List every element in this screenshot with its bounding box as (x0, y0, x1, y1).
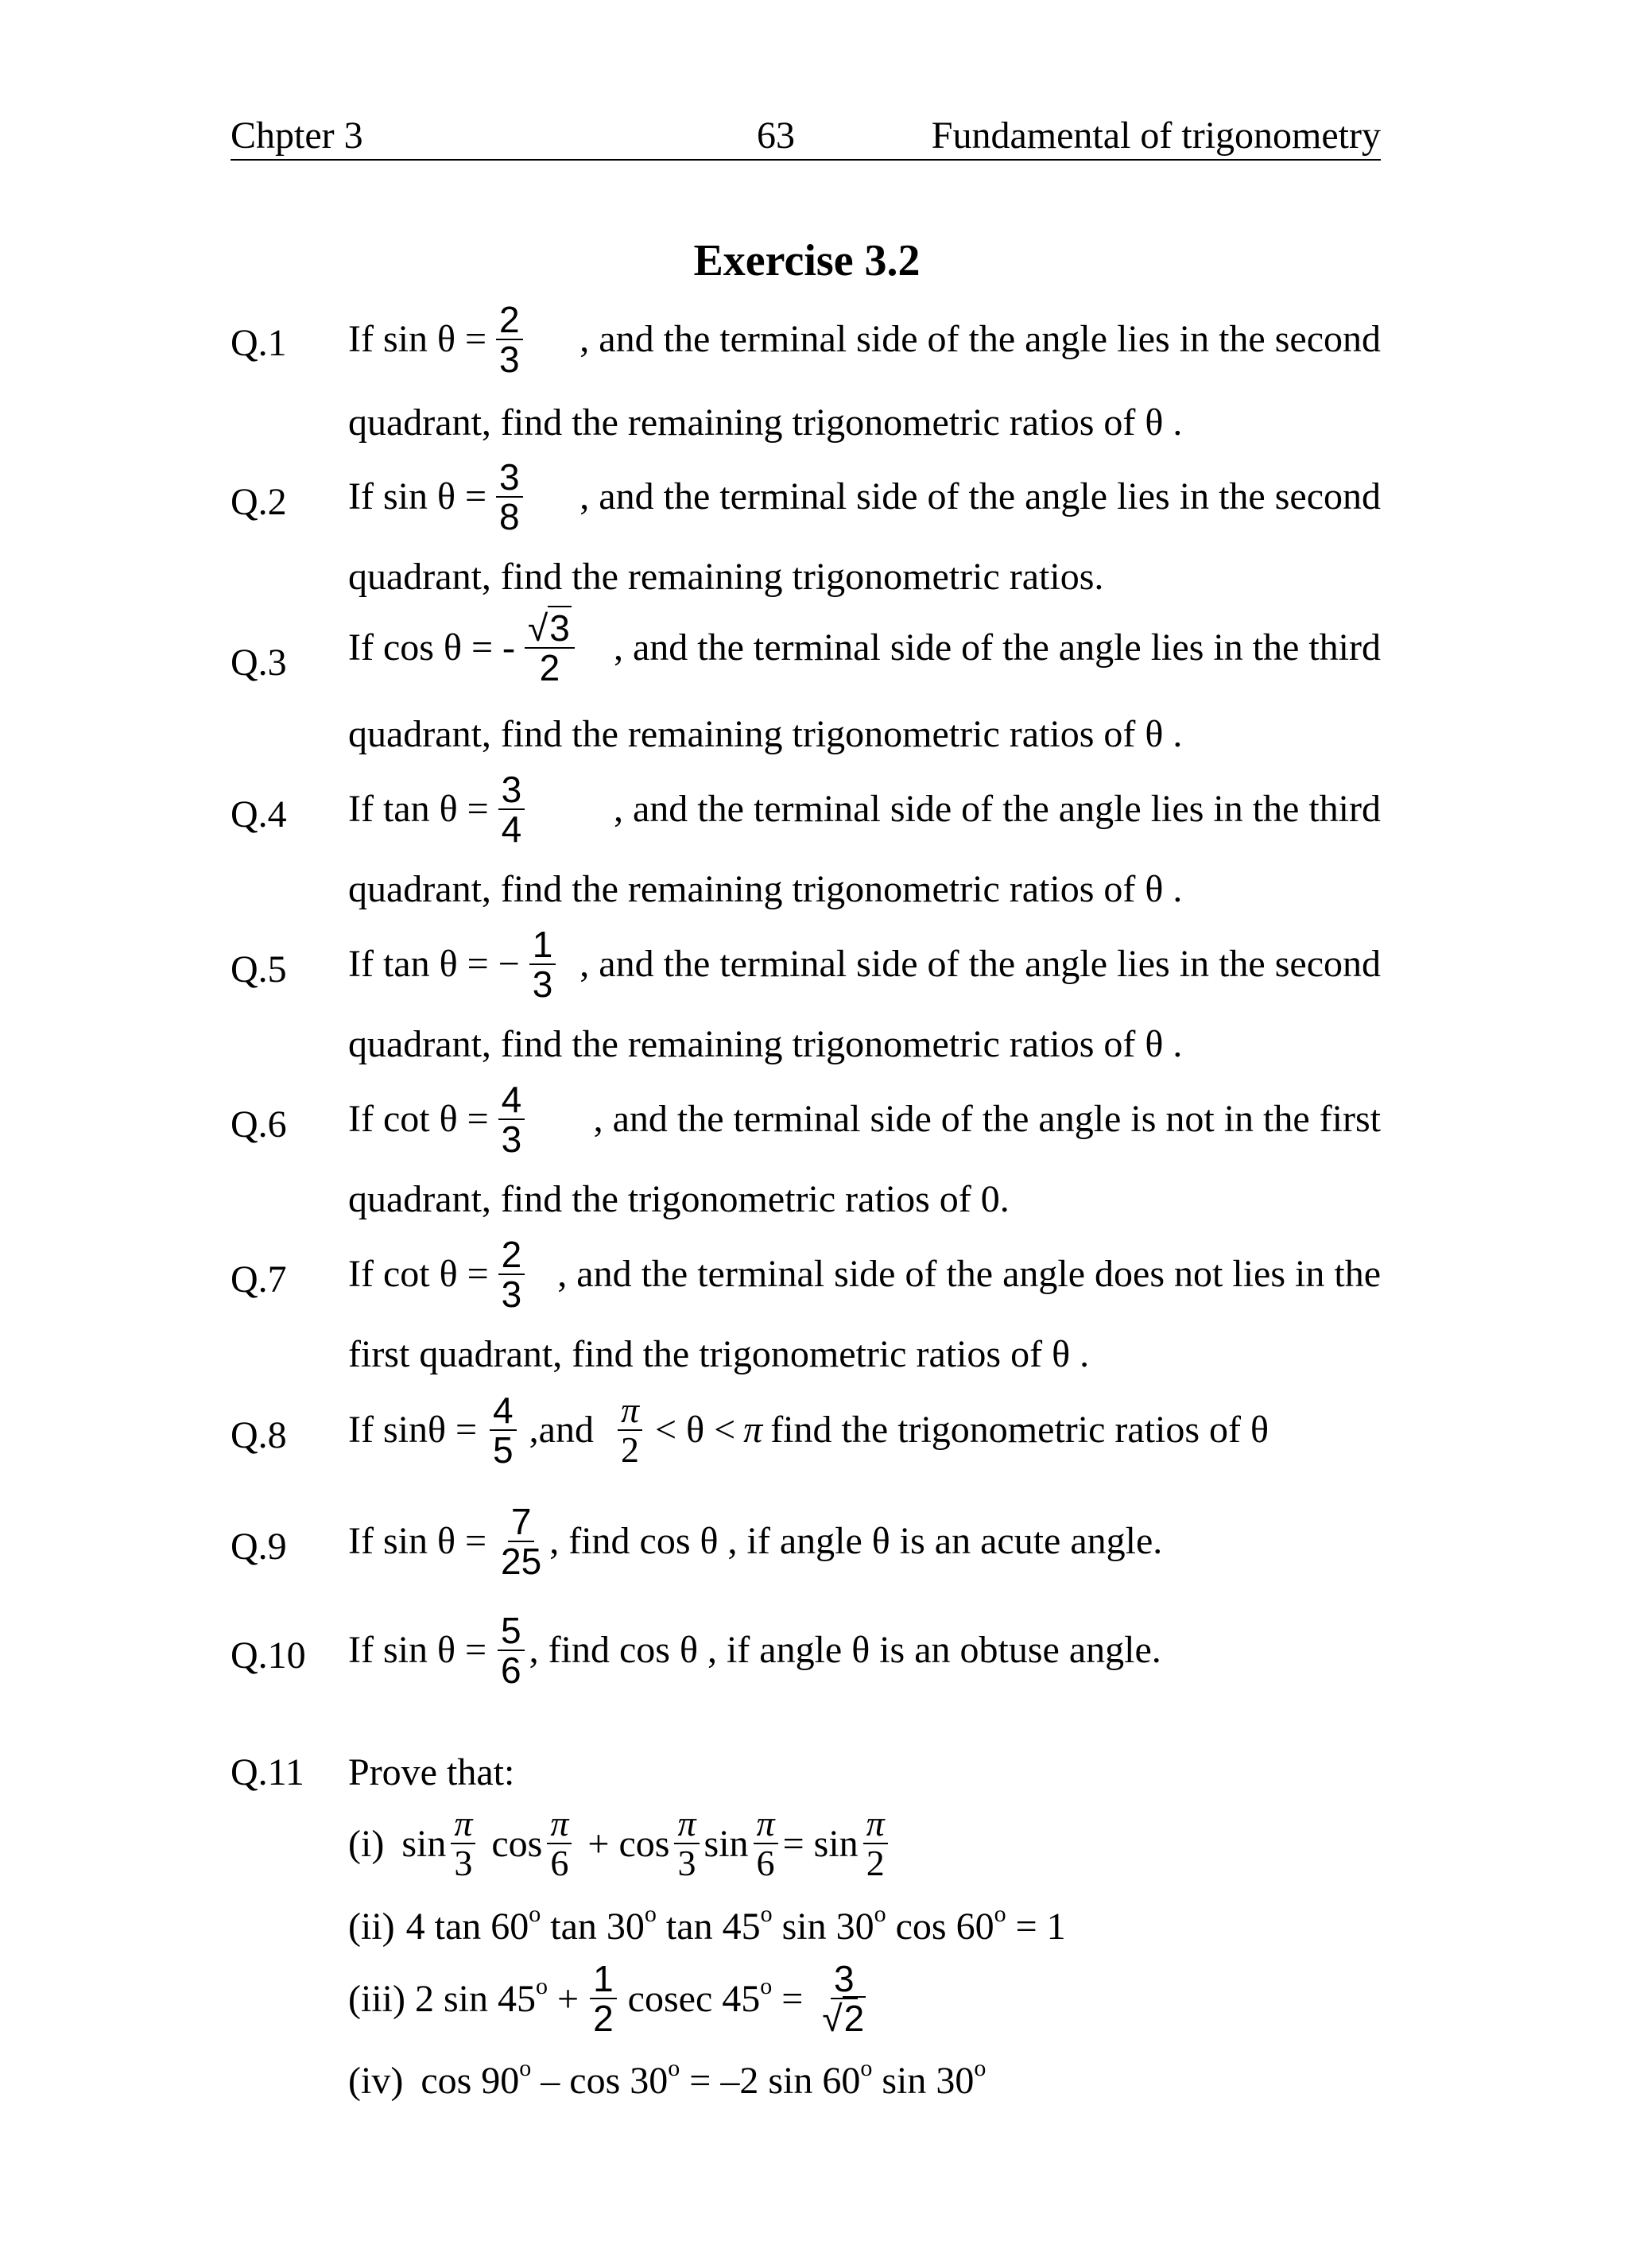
fraction (496, 300, 523, 379)
pi-fraction (618, 1391, 642, 1470)
fraction (490, 1391, 517, 1470)
question-continuation: quadrant, find the remaining trigonometric ratios of θ . (348, 713, 1183, 755)
fraction (498, 1080, 525, 1159)
question-number: Q.2 (231, 481, 287, 523)
question-number: Q.7 (231, 1258, 287, 1301)
fraction (498, 1611, 525, 1690)
question-text: , and the terminal side of the angle lies in the third (613, 788, 1381, 831)
question-lead: Prove that: (348, 1751, 515, 1793)
denominator: 25 (501, 1541, 542, 1583)
fraction (498, 770, 525, 849)
func-cos: cos (491, 1822, 543, 1865)
question-number: Q.1 (231, 322, 287, 364)
proof-label: (iii) 2 sin 45 (348, 1977, 536, 2020)
question-continuation: quadrant, find the trigonometric ratios of 0. (348, 1178, 1010, 1220)
square-root: √2 (822, 1998, 865, 2040)
denominator: 5 (493, 1429, 514, 1471)
question-continuation: quadrant, find the remaining trigonometric ratios of θ . (348, 868, 1183, 910)
question-number: Q.3 (231, 642, 287, 684)
question-text: , find cos θ , if angle θ is an acute angle. (549, 1520, 1163, 1563)
denominator: 3 (532, 963, 553, 1006)
func-sin: sin (704, 1822, 749, 1865)
pi-fraction: $\frac{\pi}{6}$ (754, 1805, 778, 1883)
proof-label: (iv) (348, 2060, 404, 2102)
numerator: 4 (490, 1391, 517, 1431)
question-text: , and the terminal side of the angle lies in the second (579, 475, 1381, 518)
numerator: 3 (498, 770, 525, 810)
question-lead: If tan θ = (348, 788, 489, 831)
square-root: √3 (528, 607, 570, 649)
fraction: $\frac{1}{2}$ (590, 1960, 617, 2038)
pi-fraction: $\frac{\pi}{3}$ (674, 1805, 699, 1883)
question-number: Q.11 (231, 1751, 304, 1793)
denominator: 2 (539, 647, 560, 689)
func-plus-cos: + cos (587, 1822, 670, 1865)
question-text: , and the terminal side of the angle does not lies in the (557, 1253, 1381, 1296)
question-text: , and the terminal side of the angle lies in the second (579, 318, 1381, 361)
question-text: , find cos θ , if angle θ is an obtuse angle. (529, 1629, 1161, 1672)
question-number: Q.10 (231, 1634, 306, 1677)
question-number: Q.4 (231, 793, 287, 835)
question-lead: If cos θ = - (348, 626, 515, 669)
question-lead: If sin θ = (348, 475, 487, 518)
question-lead: If cot θ = (348, 1098, 489, 1141)
denominator: 6 (501, 1650, 521, 1692)
question-continuation: quadrant, find the remaining trigonometric ratios of θ . (348, 401, 1183, 444)
denominator: 3 (501, 1118, 522, 1161)
denominator: 3 (499, 339, 520, 381)
pi-fraction: $\frac{\pi}{2}$ (863, 1805, 888, 1883)
fraction: $\frac{3}{√2}$ (822, 1958, 865, 2040)
connector-text: ,and (529, 1409, 594, 1452)
fraction (496, 458, 523, 537)
fraction (498, 1235, 525, 1314)
proof-iv: (iv) $\cos 90^o - \cos 30^o = -2$ sin 60$^o$ sin 30$^o$ (348, 2055, 986, 2102)
proof-iii: (iii) 2 $\sin 45^o$ + $\frac{1}{2}$ cosec $45^o$ = $\frac{3}{√2}$ (348, 1960, 874, 2038)
chapter-title: Fundamental of trigonometry (931, 114, 1381, 157)
question-text: , and the terminal side of the angle is not in the first (593, 1098, 1381, 1141)
pi-fraction: $\frac{\pi}{3}$ (451, 1805, 475, 1883)
page-header (231, 111, 1381, 161)
question-number: Q.8 (231, 1414, 287, 1456)
numerator: 7 (508, 1502, 535, 1542)
question-lead: If tan θ = − (348, 943, 520, 986)
fraction (529, 925, 556, 1004)
question-lead: If sin θ = (348, 1520, 487, 1563)
numerator: π (618, 1391, 642, 1431)
pi-fraction: $\frac{\pi}{6}$ (547, 1805, 572, 1883)
question-lead: If sin θ = (348, 318, 487, 361)
question-continuation: first quadrant, find the trigonometric ratios of θ . (348, 1333, 1090, 1375)
numerator: 1 (529, 925, 556, 965)
numerator: 2 (498, 1235, 525, 1275)
func-eq-sin: = sin (782, 1822, 859, 1865)
fraction (525, 609, 575, 688)
question-lead: If cot θ = (348, 1253, 489, 1296)
radicand: 3 (549, 607, 570, 649)
denominator: 8 (499, 496, 520, 538)
denominator: 2 (620, 1429, 639, 1471)
pi-symbol: π (743, 1409, 763, 1452)
question-number: Q.5 (231, 948, 287, 991)
fraction (498, 1502, 545, 1581)
proof-i (348, 1805, 893, 1883)
question-text: find the trigonometric ratios of θ (770, 1409, 1269, 1452)
numerator: 5 (498, 1611, 525, 1651)
proof-label: (i) (348, 1822, 385, 1865)
denominator: 3 (501, 1274, 522, 1316)
question-continuation: quadrant, find the remaining trigonometric ratios. (348, 556, 1104, 598)
question-number: Q.9 (231, 1526, 287, 1568)
question-lead: If sinθ = (348, 1409, 478, 1452)
exercise-title: Exercise 3.2 (693, 236, 921, 285)
numerator: 2 (496, 300, 523, 340)
func-sin: sin (401, 1822, 447, 1865)
question-text: , and the terminal side of the angle lies in the third (613, 626, 1381, 669)
page-number: 63 (757, 114, 795, 157)
question-lead: If sin θ = (348, 1629, 487, 1672)
denominator: 4 (501, 808, 522, 851)
numerator: 4 (498, 1080, 525, 1120)
chapter-label: Chpter 3 (231, 114, 363, 157)
question-continuation: quadrant, find the remaining trigonometric ratios of θ . (348, 1023, 1183, 1065)
proof-label: (ii) (348, 1906, 395, 1948)
question-number: Q.6 (231, 1103, 287, 1146)
proof-ii: (ii) 4 tan 60$^o$ tan 30$^o$ tan 45$^o$ sin 30$^o$ $\cos 60^o = 1$ (348, 1901, 1066, 1948)
question-text: , and the terminal side of the angle lies in the second (579, 943, 1381, 986)
numerator: 3 (496, 458, 523, 498)
inequality-text: < θ < (655, 1409, 736, 1452)
